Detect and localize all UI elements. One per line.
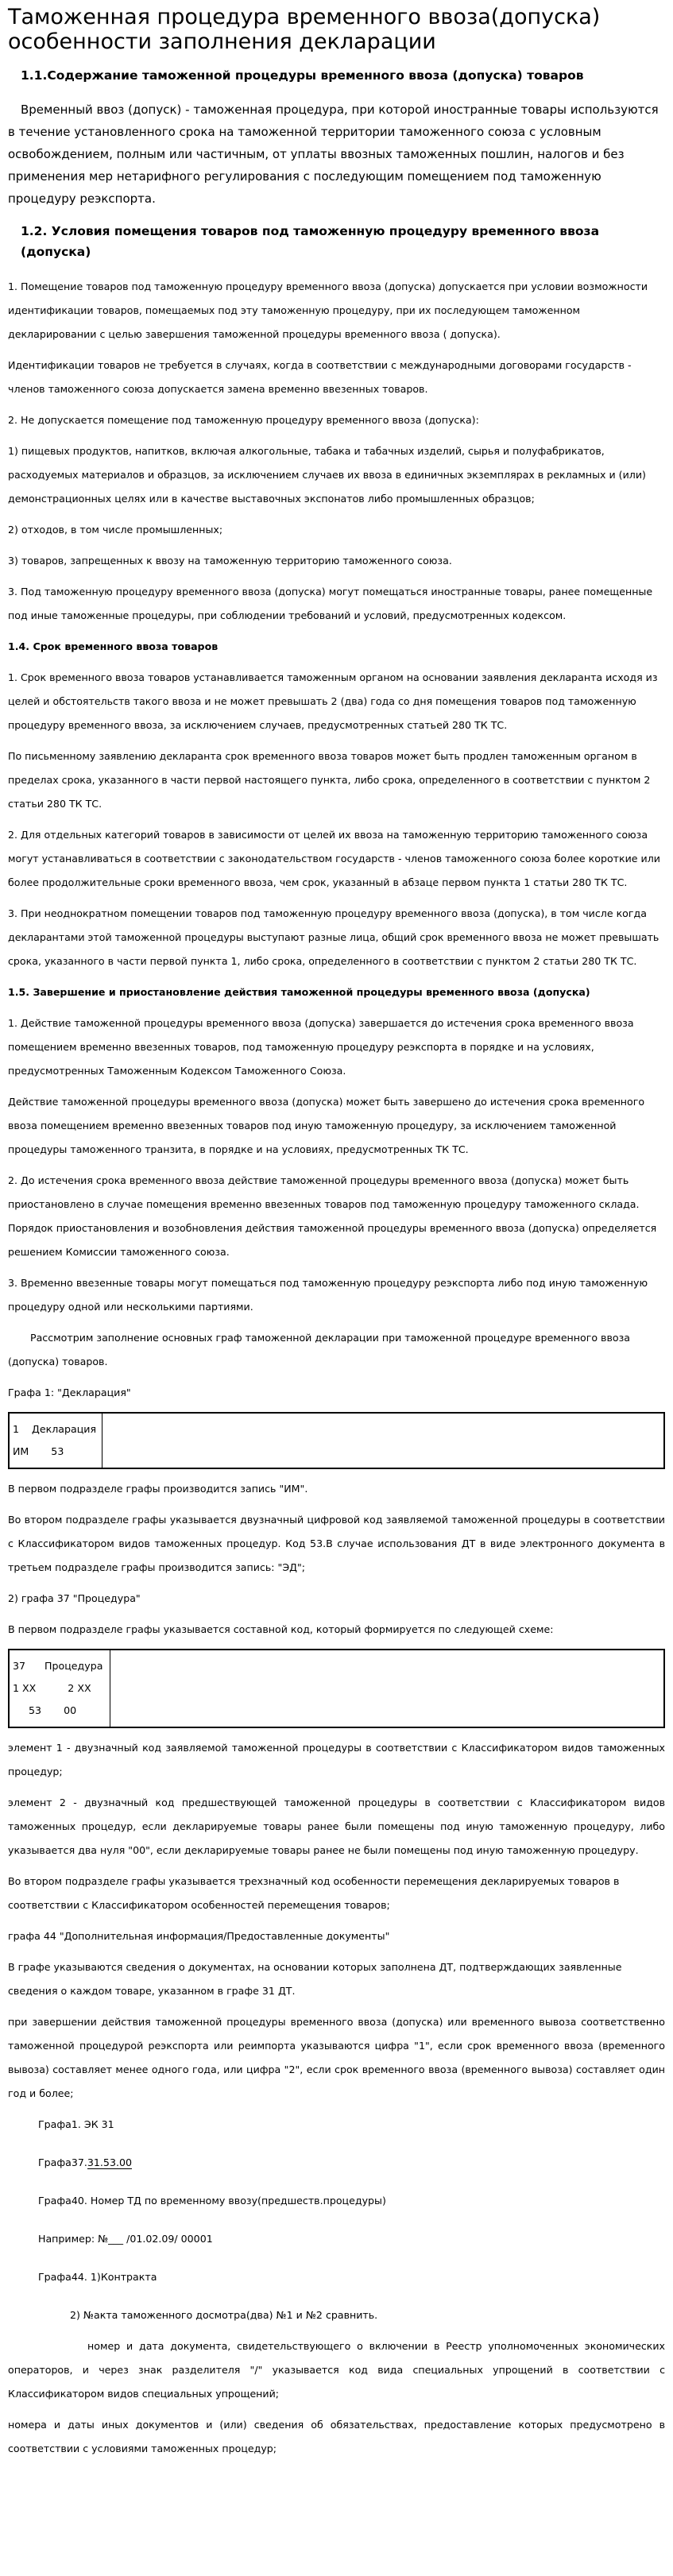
paragraph: Идентификации товаров не требуется в случаях, когда в соответствии с международными договорами государств - членов таможенного союза допускается замена временно ввезенных товаров. xyxy=(8,359,632,395)
paragraph: 3. Под таможенную процедуру временного ввоза (допуска) могут помещаться иностранные товары, ранее помещенные под иные таможенные процедуры, при соблюдении требований и условий, предусмотренных кодексом. xyxy=(8,586,653,621)
graph-1-sample-table xyxy=(8,1412,665,1469)
paragraph: номера и даты иных документов и (или) сведения об обязательствах, предоставление которых предусмотрено в соответствии с условиями таможенных процедур; xyxy=(8,2419,665,2454)
paragraph: 2. Для отдельных категорий товаров в зависимости от целей их ввоза на таможенную территорию таможенного союза могут устанавливаться в соответствии с законодательством государств - членов таможенного союза более короткие или более продолжительные сроки временного ввоза, чем срок, указанный в абзаце первом пункта 1 статьи 280 ТК ТС. xyxy=(8,829,660,888)
paragraph: 2. До истечения срока временного ввоза действие таможенной процедуры временного ввоза (допуска) может быть приостановлено в случае помещения временно ввезенных товаров под таможенную процедуру таможенного склада. Порядок приостановления и возобновления действия таможенной процедуры временного ввоза (допуска) определяется решением Комиссии таможенного союза. xyxy=(8,1174,657,1258)
paragraph: 1. Действие таможенной процедуры временного ввоза (допуска) завершается до истечения срока временного ввоза помещением временно ввезенных товаров, под таможенную процедуру реэкспорта в порядке и на условиях, предусмотренных Таможенным Кодексом Таможенного Союза. xyxy=(8,1017,634,1077)
paragraph: Во втором подразделе графы указывается двузначный цифровой код заявляемой таможенной процедуры в соответствии с Классификатором видов таможенных процедур. Код 53.В случае использования ДТ в виде электронного документа в третьем подразделе графы производится запись: "ЭД"; xyxy=(8,1514,665,1573)
graph-37-empty-cell xyxy=(110,1650,665,1727)
graph-37-cell-line: 37 Процедура xyxy=(13,1660,103,1672)
graph-1-title: Графа 1: "Декларация" xyxy=(8,1387,131,1398)
section-1-1-heading: 1.1.Содержание таможенной процедуры временного ввоза (допуска) товаров xyxy=(21,68,584,83)
field-40-example: Например: №___ /01.02.09/ 00001 xyxy=(38,2233,213,2245)
paragraph: элемент 2 - двузначный код предшествующей таможенной процедуры в соответствии с Классификатором видов таможенных процедур, если декларируемые товары ранее были помещены под иную таможенную процедуру, либо указывается два нуля "00", если декларируемые товары ранее не были помещены под иную таможенную процедуру. xyxy=(8,1797,665,1856)
paragraph: 1) пищевых продуктов, напитков, включая алкогольные, табака и табачных изделий, сырья и полуфабрикатов, расходуемых материалов и образцов, за исключением случаев их ввоза в единичных экземплярах в рекламных и (или) демонстрационных целях или в качестве выставочных экспонатов либо промышленных образцов; xyxy=(8,445,646,505)
paragraph: 1. Помещение товаров под таможенную процедуру временного ввоза (допуска) допускается при условии возможности идентификации товаров, помещаемых под эту таможенную процедуру, при их последующем таможенном декларировании с целью завершения таможенной процедуры временного ввоза ( допуска). xyxy=(8,280,648,340)
graph-37-cell-line: 1 ХХ 2 ХХ xyxy=(13,1682,91,1694)
graphs-intro: Рассмотрим заполнение основных граф таможенной декларации при таможенной процедуре временного ввоза (допуска) товаров. xyxy=(8,1332,631,1367)
field-examples xyxy=(8,2113,665,2289)
section-1-5-body xyxy=(8,1011,665,1319)
field-37-line xyxy=(38,2151,665,2175)
graph-1-cell xyxy=(9,1413,102,1468)
paragraph: 2. Не допускается помещение под таможенную процедуру временного ввоза (допуска): xyxy=(8,414,479,426)
paragraph: элемент 1 - двузначный код заявляемой таможенной процедуры в соответствии с Классификатором видов таможенных процедур; xyxy=(8,1742,665,1777)
paragraph: В первом подразделе графы производится запись "ИМ". xyxy=(8,1483,308,1495)
section-1-4-heading: 1.4. Срок временного ввоза товаров xyxy=(8,640,219,652)
graph-37-sample-table xyxy=(8,1649,665,1728)
paragraph: Действие таможенной процедуры временного ввоза (допуска) может быть завершено до истечения срока временного ввоза помещением временно ввезенных товаров под иную таможенную процедуру, за исключением таможенной процедуры таможенного транзита, в порядке и на условиях, предусмотренных ТК ТС. xyxy=(8,1096,645,1155)
graph-37-title: 2) графа 37 "Процедура" xyxy=(8,1592,141,1604)
paragraph: 3. Временно ввезенные товары могут помещаться под таможенную процедуру реэкспорта либо под иную таможенную процедуру одной или несколькими партиями. xyxy=(8,1277,648,1313)
section-1-2-body xyxy=(8,275,665,628)
field-44-line-2: 2) №акта таможенного досмотра(два) №1 и №2 сравнить. xyxy=(70,2309,378,2321)
paragraph: 2) отходов, в том числе промышленных; xyxy=(8,524,223,536)
paragraph: 3. При неоднократном помещении товаров под таможенную процедуру временного ввоза (допуска), в том числе когда декларантами этой таможенной процедуры выступают разные лица, общий срок временного ввоза не может превышать срока, указанного в части первой пункта 1, либо срока, определенного в соответствии с пунктом 2 статьи 280 ТК ТС. xyxy=(8,907,659,967)
paragraph: В графе указываются сведения о документах, на основании которых заполнена ДТ, подтверждающих заявленные сведения о каждом товаре, указанном в графе 31 ДТ. xyxy=(8,1961,622,1997)
section-1-4-body xyxy=(8,666,665,973)
graph-1-empty-cell xyxy=(102,1413,665,1468)
graph-44-title: графа 44 "Дополнительная информация/Предоставленные документы" xyxy=(8,1930,390,1942)
graph-1-cell-line: 1 Декларация xyxy=(13,1423,97,1435)
section-1-2-heading: 1.2. Условия помещения товаров под таможенную процедуру временного ввоза (допуска) xyxy=(21,224,600,259)
paragraph: при завершении действия таможенной процедуры временного ввоза (допуска) или временного вывоза соответственно таможенной процедурой реэкспорта или реимпорта указываются цифра "1", если срок временного ввоза (временного вывоза) составляет менее одного года, или цифра "2", если срок временного ввоза (временного вывоза) составляет один год и более; xyxy=(8,2016,665,2099)
field-37-value: 31.53.00 xyxy=(87,2156,132,2168)
paragraph: Во втором подразделе графы указывается трехзначный код особенности перемещения декларируемых товаров в соответствии с Классификатором особенностей перемещения товаров; xyxy=(8,1875,620,1911)
document-title: Таможенная процедура временного ввоза(допуска) особенности заполнения декларации xyxy=(8,5,601,54)
field-44-line: Графа44. 1)Контракта xyxy=(38,2271,157,2283)
section-1-1-text: Временный ввоз (допуск) - таможенная процедура, при которой иностранные товары используются в течение установленного срока на таможенной территории таможенного союза с условным освобождением, полным или частичным, от уплаты ввозных таможенных пошлин, налогов и без применения мер нетарифного регулирования с последующим помещением под таможенную процедуру реэкспорта. xyxy=(8,102,659,206)
field-40-line: Графа40. Номер ТД по временному ввозу(предшеств.процедуры) xyxy=(38,2195,386,2207)
field-37-prefix: Графа37. xyxy=(38,2156,87,2168)
paragraph: В первом подразделе графы указывается составной код, который формируется по следующей схеме: xyxy=(8,1623,554,1635)
graph-1-cell-line: ИМ 53 xyxy=(13,1445,64,1457)
paragraph: 3) товаров, запрещенных к ввозу на таможенную территорию таможенного союза. xyxy=(8,555,452,567)
graph-37-cell xyxy=(9,1650,110,1727)
graph-37-cell-line: 53 00 xyxy=(13,1704,77,1716)
paragraph: По письменному заявлению декларанта срок временного ввоза товаров может быть продлен таможенным органом в пределах срока, указанного в части первой настоящего пункта, либо срока, определенного в соответствии с пунктом 2 статьи 280 ТК ТС. xyxy=(8,750,651,810)
section-1-5-heading: 1.5. Завершение и приостановление действия таможенной процедуры временного ввоза (допуска) xyxy=(8,986,590,998)
paragraph: номер и дата документа, свидетельствующего о включении в Реестр уполномоченных экономических операторов, и через знак разделителя "/" указывается код вида специальных упрощений в соответствии с Классификатором видов специальных упрощений; xyxy=(8,2340,665,2400)
field-1-line: Графа1. ЭК 31 xyxy=(38,2118,114,2130)
paragraph: 1. Срок временного ввоза товаров устанавливается таможенным органом на основании заявления декларанта исходя из целей и обстоятельств такого ввоза и не может превышать 2 (два) года со дня помещения товаров под таможенную процедуру временного ввоза, за исключением случаев, предусмотренных статьей 280 ТК ТС. xyxy=(8,671,658,731)
